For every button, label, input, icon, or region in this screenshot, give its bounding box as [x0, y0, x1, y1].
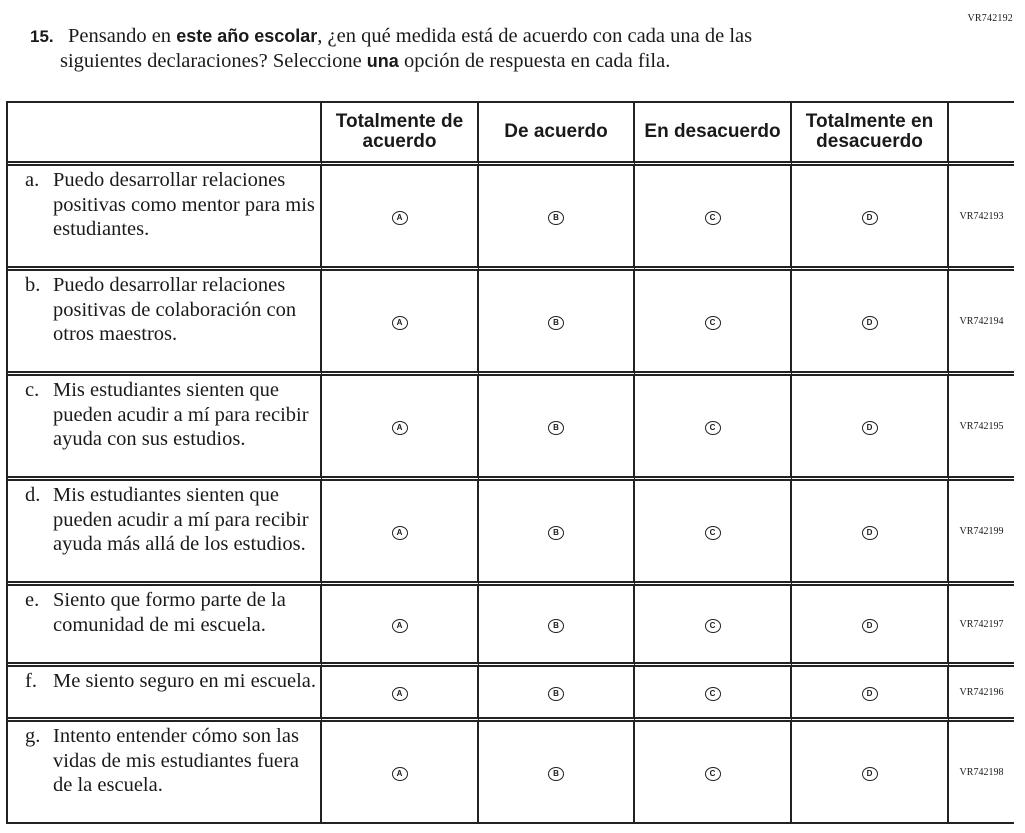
option-cell [322, 667, 479, 722]
row-code: VR742197 [949, 586, 1014, 667]
option-cell [635, 166, 792, 271]
statement-cell [8, 722, 322, 822]
option-bubble-c[interactable]: C [705, 316, 721, 330]
option-cell [479, 586, 635, 667]
question-code: VR742192 [967, 13, 1013, 24]
header-disagree: En desacuerdo [635, 103, 792, 166]
option-cell [792, 376, 949, 481]
option-bubble-d[interactable]: D [862, 526, 878, 540]
row-code: VR742195 [949, 376, 1014, 481]
option-bubble-d[interactable]: D [862, 687, 878, 701]
option-cell [635, 481, 792, 586]
question-emphasis-2: una [366, 51, 399, 71]
header-agree: De acuerdo [479, 103, 635, 166]
table-row [8, 722, 1014, 822]
option-cell [479, 481, 635, 586]
option-cell [635, 376, 792, 481]
option-bubble-b[interactable]: B [548, 211, 564, 225]
statement-text: Intento entender cómo son las vidas de mis estudiantes fuera de la escuela. [53, 725, 299, 796]
question-text-pre-2: siguientes declaraciones? Seleccione [60, 50, 367, 72]
statement-letter: e. [25, 589, 40, 611]
header-strongly-agree: Totalmente de acuerdo [322, 103, 479, 166]
statement-letter: g. [25, 725, 41, 747]
statement-text: Mis estudiantes sienten que pueden acudir a mí para recibir ayuda con sus estudios. [53, 379, 309, 450]
option-cell [792, 586, 949, 667]
question-line-2 [30, 49, 930, 74]
table-row [8, 376, 1014, 481]
statement-text: Puedo desarrollar relaciones positivas como mentor para mis estudiantes. [53, 169, 315, 240]
statement-letter: d. [25, 484, 41, 506]
option-bubble-a[interactable]: A [392, 767, 408, 781]
statement-text: Puedo desarrollar relaciones positivas de colaboración con otros maestros. [53, 274, 297, 345]
statement-cell [8, 271, 322, 376]
statement-letter: f. [25, 670, 37, 692]
option-bubble-d[interactable]: D [862, 316, 878, 330]
header-code [949, 103, 1014, 166]
statement-letter: b. [25, 274, 41, 296]
option-bubble-c[interactable]: C [705, 421, 721, 435]
statement-text: Mis estudiantes sienten que pueden acudir a mí para recibir ayuda más allá de los estudios. [53, 484, 309, 555]
table-row [8, 271, 1014, 376]
option-bubble-d[interactable]: D [862, 211, 878, 225]
option-cell [792, 722, 949, 822]
header-strongly-disagree: Totalmente en desacuerdo [792, 103, 949, 166]
option-cell [635, 667, 792, 722]
option-cell [322, 586, 479, 667]
option-cell [792, 481, 949, 586]
header-row [8, 103, 1014, 166]
question-text-post-2: opción de respuesta en cada fila. [398, 50, 671, 72]
question-prompt [30, 24, 930, 74]
option-cell [635, 722, 792, 822]
option-bubble-c[interactable]: C [705, 211, 721, 225]
option-cell [322, 166, 479, 271]
option-cell [792, 166, 949, 271]
table-row [8, 586, 1014, 667]
row-code: VR742199 [949, 481, 1014, 586]
statement-cell [8, 166, 322, 271]
option-bubble-d[interactable]: D [862, 767, 878, 781]
table-row [8, 166, 1014, 271]
option-cell [479, 271, 635, 376]
question-text-pre: Pensando en [68, 25, 177, 47]
option-cell [635, 271, 792, 376]
option-bubble-c[interactable]: C [705, 687, 721, 701]
option-cell [792, 271, 949, 376]
row-code: VR742194 [949, 271, 1014, 376]
table-row [8, 667, 1014, 722]
option-bubble-c[interactable]: C [705, 767, 721, 781]
option-bubble-a[interactable]: A [392, 316, 408, 330]
statement-text: Me siento seguro en mi escuela. [53, 670, 317, 692]
statement-letter: a. [25, 169, 40, 191]
option-cell [792, 667, 949, 722]
row-code: VR742196 [949, 667, 1014, 722]
option-cell [479, 667, 635, 722]
option-cell [322, 376, 479, 481]
response-grid [6, 101, 1014, 824]
statement-letter: c. [25, 379, 40, 401]
option-bubble-d[interactable]: D [862, 619, 878, 633]
row-code: VR742198 [959, 766, 1004, 778]
table-row [8, 481, 1014, 586]
question-number: 15. [30, 27, 54, 46]
option-bubble-b[interactable]: B [548, 619, 564, 633]
option-bubble-b[interactable]: B [548, 767, 564, 781]
option-bubble-a[interactable]: A [392, 619, 408, 633]
option-bubble-b[interactable]: B [548, 316, 564, 330]
question-line-1 [30, 24, 930, 49]
option-cell [322, 481, 479, 586]
option-bubble-a[interactable]: A [392, 211, 408, 225]
statement-text: Siento que formo parte de la comunidad de mi escuela. [53, 589, 286, 636]
statement-cell [8, 586, 322, 667]
option-cell [479, 376, 635, 481]
row-code: VR742193 [949, 166, 1014, 271]
option-bubble-b[interactable]: B [548, 687, 564, 701]
option-cell [479, 166, 635, 271]
option-cell [322, 271, 479, 376]
question-emphasis: este año escolar [176, 26, 318, 46]
statement-cell [8, 481, 322, 586]
statement-cell [8, 376, 322, 481]
question-text-post: , ¿en qué medida está de acuerdo con cada una de las [317, 25, 753, 47]
option-bubble-a[interactable]: A [392, 526, 408, 540]
option-cell [635, 586, 792, 667]
option-bubble-a[interactable]: A [392, 421, 408, 435]
header-statement [8, 103, 322, 166]
option-cell [479, 722, 635, 822]
option-bubble-c[interactable]: C [705, 619, 721, 633]
option-bubble-b[interactable]: B [548, 526, 564, 540]
option-bubble-b[interactable]: B [548, 421, 564, 435]
option-bubble-c[interactable]: C [705, 526, 721, 540]
statement-cell [8, 667, 322, 722]
option-cell [322, 722, 479, 822]
option-bubble-d[interactable]: D [862, 421, 878, 435]
option-bubble-a[interactable]: A [392, 687, 408, 701]
